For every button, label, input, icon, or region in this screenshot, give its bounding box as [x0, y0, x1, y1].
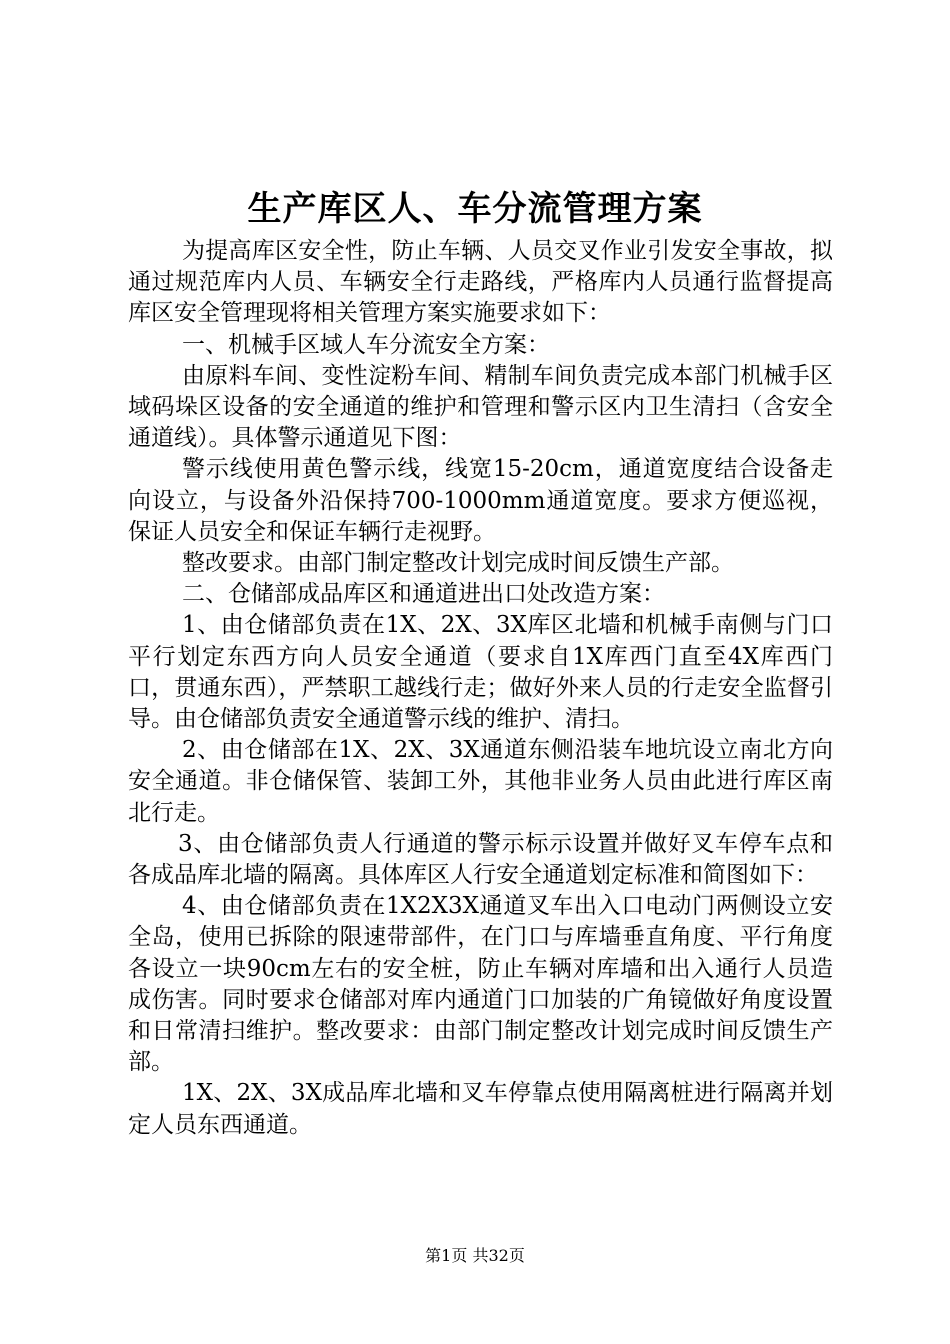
heading-section-1: 一、机械手区域人车分流安全方案：	[182, 331, 550, 358]
paragraph-isolation: 1X、2X、3X成品库北墙和叉车停靠点使用隔离桩进行隔离并划定人员东西通道。	[128, 1080, 833, 1138]
paragraph-rectification-1: 整改要求。由部门制定整改计划完成时间反馈生产部。	[182, 550, 734, 577]
document-title: 生产库区人、车分流管理方案	[247, 189, 703, 229]
paragraph-intro: 为提高库区安全性，防止车辆、人员交叉作业引发安全事故，拟通过规范库内人员、车辆安全行走路线，严格库内人员通行监督提高库区安全管理现将相关管理方案实施要求如下：	[128, 238, 833, 327]
paragraph-section-1-body: 由原料车间、变性淀粉车间、精制车间负责完成本部门机械手区域码垛区设备的安全通道的维护和管理和警示区内卫生清扫（含安全通道线）。具体警示通道见下图：	[128, 362, 833, 452]
page-footer	[0, 1245, 950, 1267]
paragraph-item-4: 4、由仓储部负责在1X2X3X通道叉车出入口电动门两侧设立安全岛，使用已拆除的限速带部件，在门口与库墙垂直角度、平行角度各设立一块90cm左右的安全桩，防止车辆对库墙和出入通行人员造成伤害。同时要求仓储部对库内通道门口加装的广角镜做好角度设置和日常清扫维护。整改要求：由部门制定整改计划完成时间反馈生产部。	[128, 893, 833, 1076]
paragraph-item-3: 3、由仓储部负责人行通道的警示标示设置并做好叉车停车点和各成品库北墙的隔离。具体库区人行安全通道划定标准和简图如下：	[128, 830, 833, 889]
page-number: 第1页	[425, 1246, 468, 1265]
page-total: 共32页	[472, 1246, 525, 1265]
paragraph-warning-line: 警示线使用黄色警示线，线宽15-20cm，通道宽度结合设备走向设立，与设备外沿保持700-1000mm通道宽度。要求方便巡视，保证人员安全和保证车辆行走视野。	[128, 456, 833, 545]
paragraph-item-1: 1、由仓储部负责在1X、2X、3X库区北墙和机械手南侧与门口平行划定东西方向人员安全通道（要求自1X库西门直至4X库西门口，贯通东西），严禁职工越线行走；做好外来人员的行走安全监督引导。由仓储部负责安全通道警示线的维护、清扫。	[128, 612, 833, 733]
heading-section-2: 二、仓储部成品库区和通道进出口处改造方案：	[182, 581, 665, 608]
paragraph-item-2: 2、由仓储部在1X、2X、3X通道东侧沿装车地坑设立南北方向安全通道。非仓储保管、装卸工外，其他非业务人员由此进行库区南北行走。	[128, 737, 833, 826]
document-body	[128, 236, 833, 1141]
